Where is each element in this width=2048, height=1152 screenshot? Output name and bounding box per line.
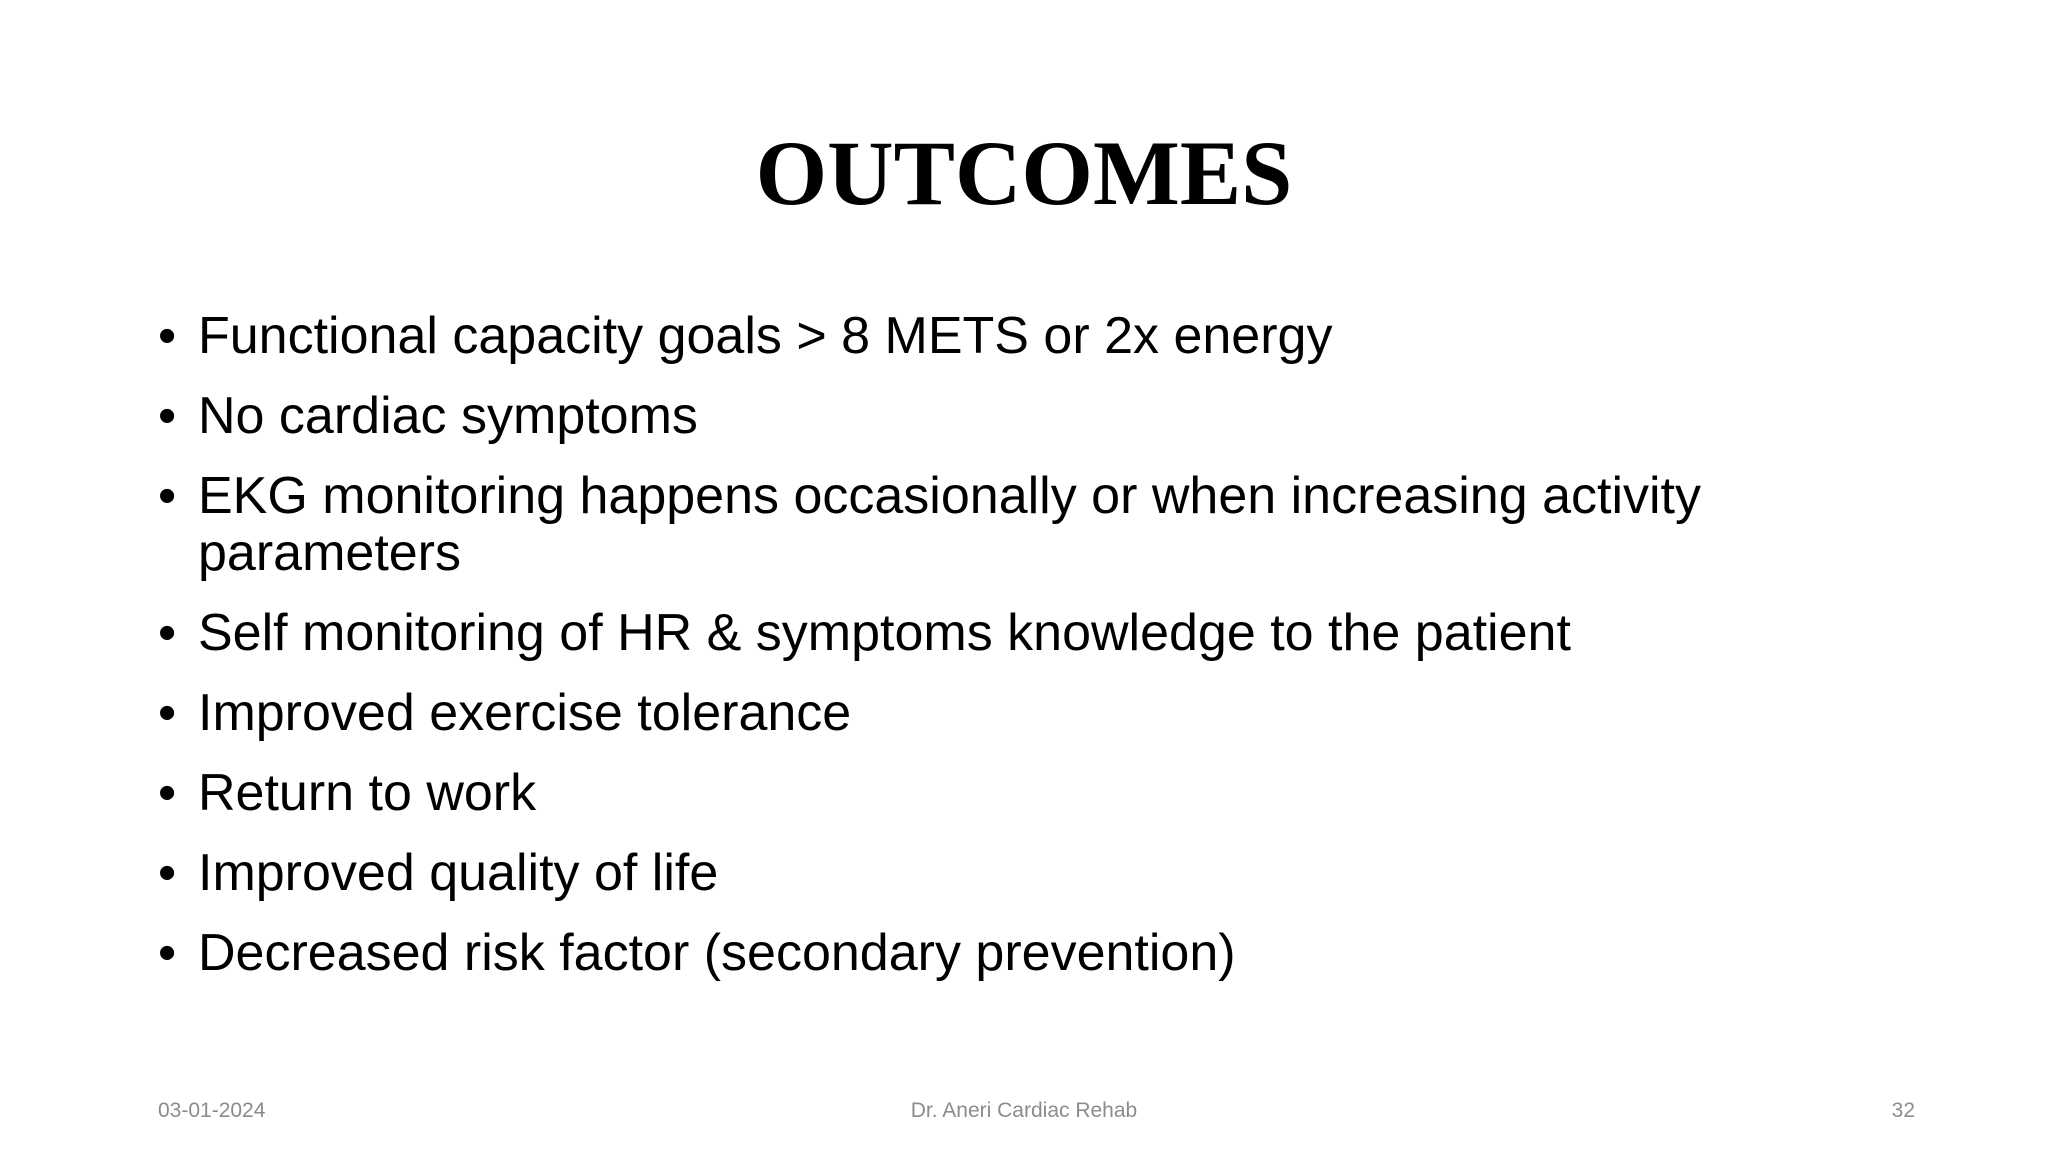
bullet-text: No cardiac symptoms	[198, 387, 698, 445]
bullet-item	[158, 685, 1918, 742]
bullet-icon: •	[158, 844, 177, 902]
bullet-icon: •	[158, 764, 177, 822]
bullet-text: EKG monitoring happens occasionally or when increasing activity parameters	[198, 467, 1701, 582]
bullet-text: Improved quality of life	[198, 844, 719, 902]
bullet-item	[158, 925, 1918, 982]
bullet-item	[158, 308, 1918, 365]
bullet-item	[158, 605, 1918, 662]
bullet-icon: •	[158, 924, 177, 982]
bullet-icon: •	[158, 307, 177, 365]
bullet-icon: •	[158, 387, 177, 445]
bullet-text: Return to work	[198, 764, 537, 822]
bullet-item	[158, 845, 1918, 902]
bullet-item	[158, 765, 1918, 822]
bullet-text: Decreased risk factor (secondary prevention)	[198, 924, 1236, 982]
bullet-item	[158, 388, 1918, 445]
footer-page-number: 32	[1891, 1099, 1915, 1122]
slide-title: OUTCOMES	[755, 122, 1293, 224]
bullet-icon: •	[158, 684, 177, 742]
footer-presenter: Dr. Aneri Cardiac Rehab	[910, 1099, 1138, 1122]
bullet-item	[158, 468, 1918, 582]
bullet-icon: •	[158, 467, 177, 525]
bullet-text: Self monitoring of HR & symptoms knowledge to the patient	[198, 604, 1571, 662]
bullet-text: Improved exercise tolerance	[198, 684, 852, 742]
bullet-icon: •	[158, 604, 177, 662]
footer-date: 03-01-2024	[158, 1099, 266, 1122]
bullet-list	[158, 308, 1918, 1005]
bullet-text: Functional capacity goals > 8 METS or 2x energy	[198, 307, 1333, 365]
